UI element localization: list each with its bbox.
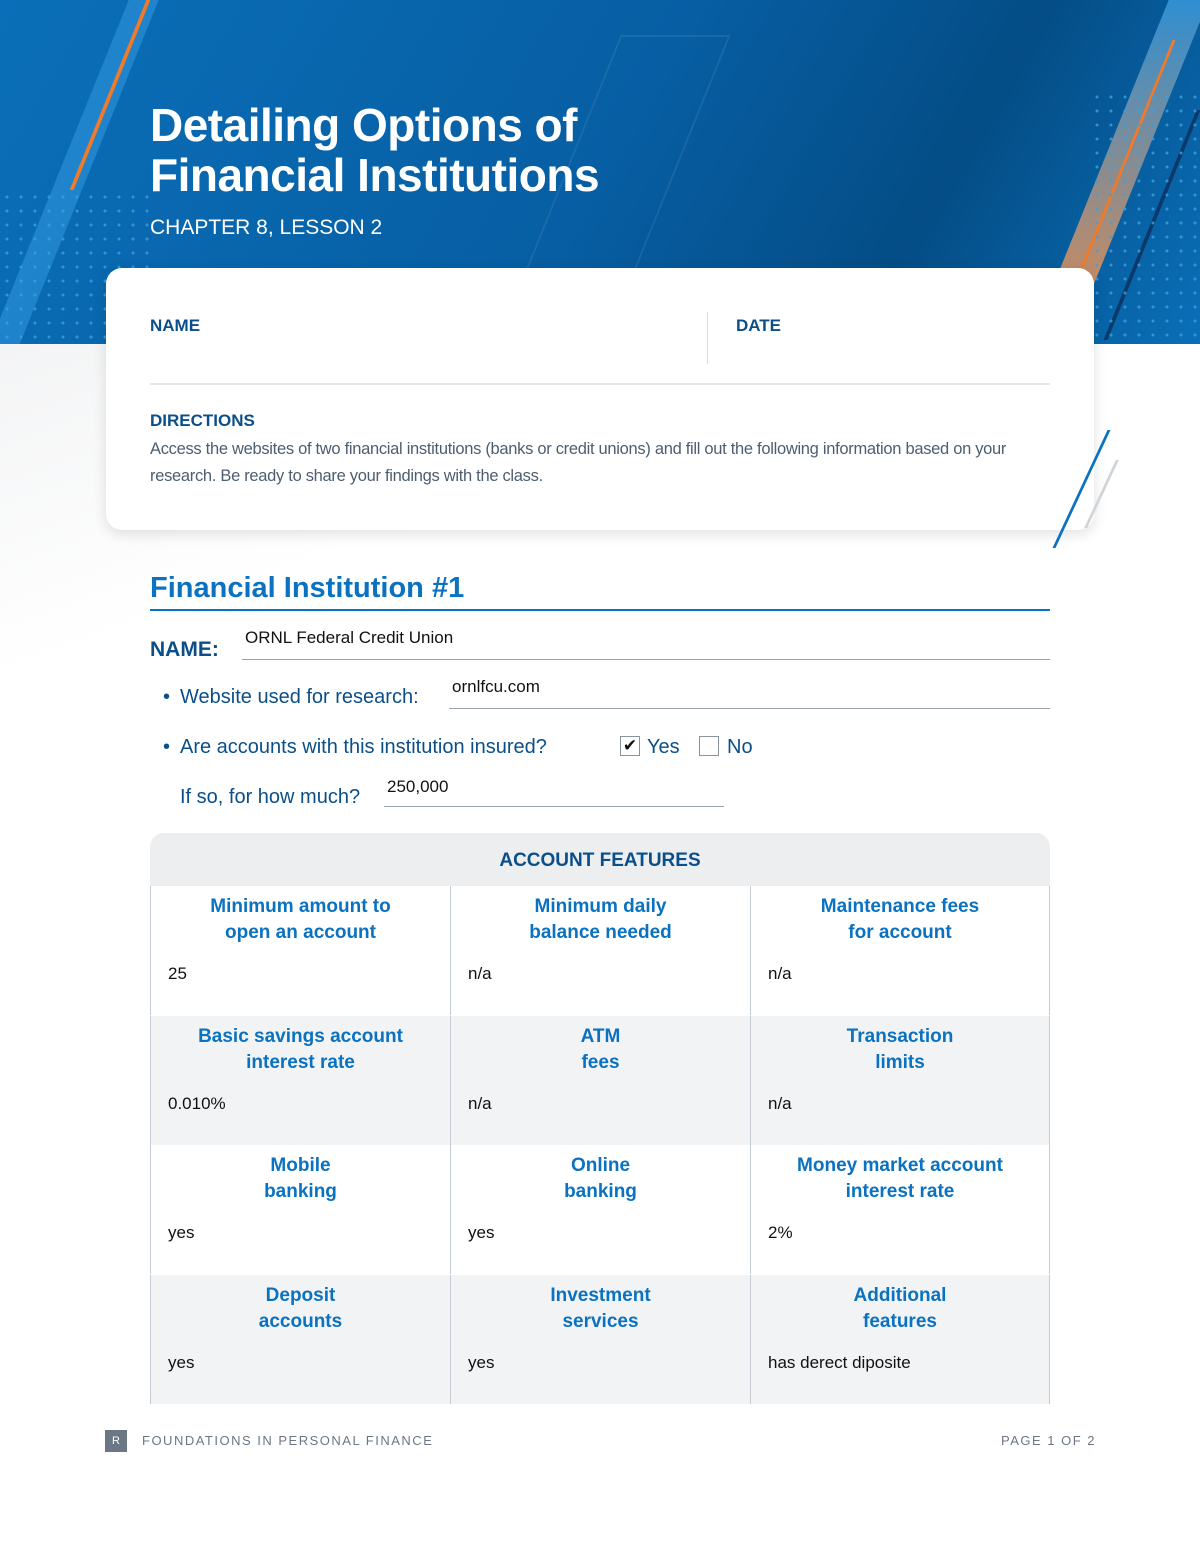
website-label: Website used for research:: [180, 686, 419, 708]
insured-question: Are accounts with this institution insured?: [180, 736, 547, 758]
cell-value[interactable]: yes: [168, 1352, 195, 1372]
chapter-subtitle: CHAPTER 8, LESSON 2: [150, 216, 383, 239]
cell-value[interactable]: n/a: [468, 1093, 492, 1113]
page-title: Detailing Options of Financial Institutions: [150, 99, 600, 201]
cell-value[interactable]: n/a: [768, 964, 792, 983]
cell-heading: Basic savings account interest rate: [198, 1025, 403, 1073]
bullet: •: [163, 686, 171, 708]
underline: [384, 806, 724, 807]
table-cell: [750, 1145, 1050, 1274]
date-field[interactable]: [736, 338, 1046, 382]
table-cell: [750, 1275, 1050, 1404]
cell-heading: Money market account interest rate: [797, 1155, 1003, 1202]
bullet: •: [163, 736, 171, 758]
table-title: ACCOUNT FEATURES: [150, 833, 1050, 886]
cell-heading: ATM fees: [580, 1025, 621, 1073]
cell-value[interactable]: has derect diposite: [768, 1352, 911, 1372]
cell-heading: Online banking: [564, 1155, 637, 1202]
cell-value[interactable]: yes: [468, 1223, 495, 1242]
cell-heading: Minimum amount to open an account: [210, 896, 391, 943]
cell-value[interactable]: 25: [168, 964, 187, 983]
underline: [242, 659, 1050, 660]
website-input[interactable]: ornlfcu.com: [452, 677, 540, 696]
table-cell: [150, 1275, 450, 1404]
cell-heading: Deposit accounts: [258, 1284, 343, 1332]
table-cell: [750, 1016, 1050, 1145]
no-label: No: [727, 736, 753, 758]
divider: [150, 383, 1050, 385]
cell-value[interactable]: yes: [468, 1352, 495, 1372]
cell-value[interactable]: 0.010%: [168, 1093, 226, 1113]
table-cell: [150, 1145, 450, 1274]
ramsey-logo: R: [105, 1430, 127, 1452]
directions-text: Access the websites of two financial institutions (banks or credit unions) and fill out the following information based on your research. Be ready to share your findings with the class.: [150, 440, 1007, 485]
footer-brand: FOUNDATIONS IN PERSONAL FINANCE: [142, 1433, 434, 1448]
directions-label: DIRECTIONS: [150, 411, 255, 430]
cell-heading: Maintenance fees for account: [820, 896, 980, 943]
cell-heading: Minimum daily balance needed: [529, 896, 672, 943]
institution-name-input[interactable]: ORNL Federal Credit Union: [245, 628, 454, 647]
amount-input[interactable]: 250,000: [387, 777, 449, 796]
underline: [449, 708, 1050, 709]
cell-heading: Transaction limits: [846, 1025, 954, 1073]
table-cell: [450, 1145, 750, 1274]
account-features-table: [150, 833, 1050, 1405]
cell-value[interactable]: n/a: [468, 964, 492, 983]
table-cell: [450, 1016, 750, 1145]
cell-heading: Additional features: [853, 1284, 947, 1332]
yes-label: Yes: [647, 736, 680, 758]
name-label: NAME: [150, 316, 201, 335]
divider: [707, 312, 708, 364]
info-card: [106, 268, 1094, 530]
cell-heading: Mobile banking: [264, 1155, 337, 1202]
page-number: PAGE 1 OF 2: [1000, 1433, 1096, 1448]
table-cell: [150, 1016, 450, 1145]
table-cell: [150, 886, 450, 1015]
table-cell: [750, 886, 1050, 1015]
cell-value[interactable]: n/a: [768, 1093, 792, 1113]
yes-checkbox[interactable]: ✔: [620, 736, 640, 756]
no-checkbox[interactable]: [699, 736, 719, 756]
table-cell: [450, 1275, 750, 1404]
cell-value[interactable]: yes: [168, 1223, 195, 1242]
cell-value[interactable]: 2%: [768, 1223, 793, 1242]
cell-heading: Investment services: [550, 1284, 651, 1332]
amount-label: If so, for how much?: [180, 786, 361, 808]
section-rule: [150, 609, 1050, 611]
table-cell: [450, 886, 750, 1015]
name-field[interactable]: [150, 338, 705, 382]
section-title: Financial Institution #1: [150, 572, 465, 604]
institution-name-label: NAME:: [150, 638, 219, 661]
date-label: DATE: [736, 316, 782, 335]
